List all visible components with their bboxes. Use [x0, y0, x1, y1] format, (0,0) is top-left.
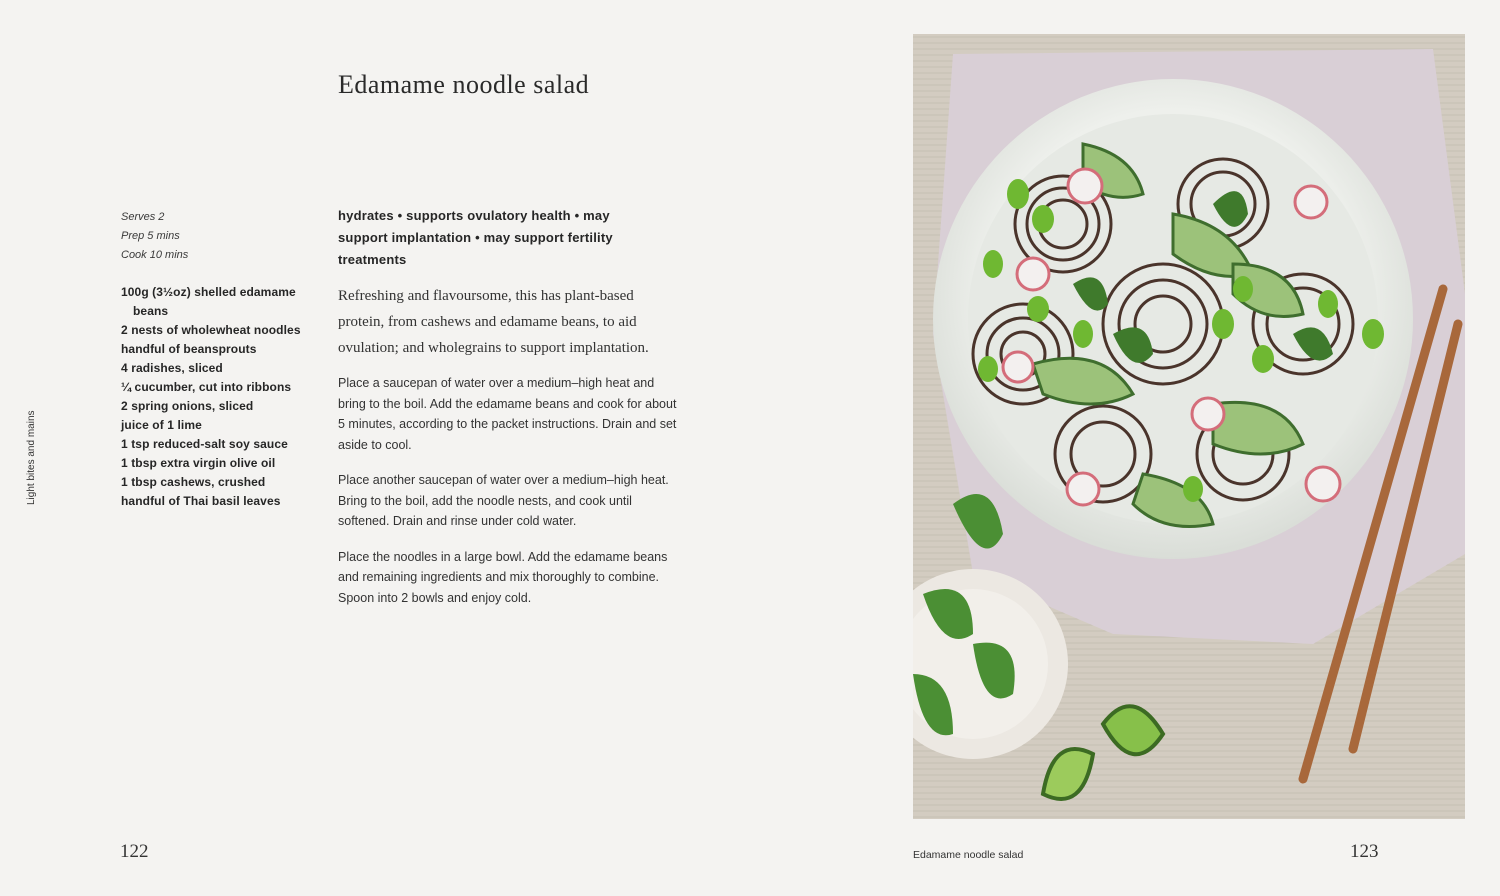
recipe-meta [121, 208, 188, 265]
section-label: Light bites and mains [26, 410, 37, 505]
food-illustration [913, 34, 1465, 819]
ingredient-item: handful of beansprouts [121, 342, 257, 356]
ingredient-item: 1 tbsp extra virgin olive oil [121, 456, 276, 470]
recipe-title: Edamame noodle salad [338, 70, 590, 99]
serves-text: Serves 2 [121, 211, 165, 223]
ingredient-item: 2 spring onions, sliced [121, 399, 254, 413]
benefits-text: hydrates • supports ovulatory health • may support implantation • may support fertility treatments [338, 208, 613, 267]
ingredient-item: 2 nests of wholewheat noodles [121, 323, 301, 337]
method-step: Place a saucepan of water over a medium–high heat and bring to the boil. Add the edamame beans and cook for about 5 minutes, according to the packet instructions. Drain and set aside to cool. [338, 376, 677, 452]
page-number-right: 123 [1350, 841, 1379, 862]
method-step: Place the noodles in a large bowl. Add the edamame beans and remaining ingredients and mix thoroughly to combine. Spoon into 2 bowls and enjoy cold. [338, 549, 668, 605]
intro-text: Refreshing and flavoursome, this has plant-based protein, from cashews and edamame beans, to aid ovulation; and wholegrains to support implantation. [338, 288, 649, 356]
ingredient-item: ¼ cucumber, cut into ribbons [121, 380, 292, 394]
prep-time: Prep 5 mins [121, 230, 180, 242]
ingredient-item: 4 radishes, sliced [121, 361, 223, 375]
ingredient-item: 1 tbsp cashews, crushed [121, 475, 266, 489]
method-step: Place another saucepan of water over a medium–high heat. Bring to the boil, add the noodle nests, and cook until softened. Drain and rinse under cold water. [338, 473, 669, 528]
method-steps [338, 373, 678, 623]
ingredient-list [121, 283, 321, 511]
right-page [750, 0, 1500, 896]
page-number-left: 122 [120, 841, 149, 862]
ingredient-item: handful of Thai basil leaves [121, 494, 281, 508]
cook-time: Cook 10 mins [121, 249, 189, 261]
ingredient-item: 1 tsp reduced-salt soy sauce [121, 437, 288, 451]
ingredient-item: juice of 1 lime [121, 418, 202, 432]
ingredient-item: 100g (3½oz) shelled edamame beans [121, 285, 296, 318]
food-photo [913, 34, 1465, 819]
photo-caption: Edamame noodle salad [913, 849, 1024, 861]
